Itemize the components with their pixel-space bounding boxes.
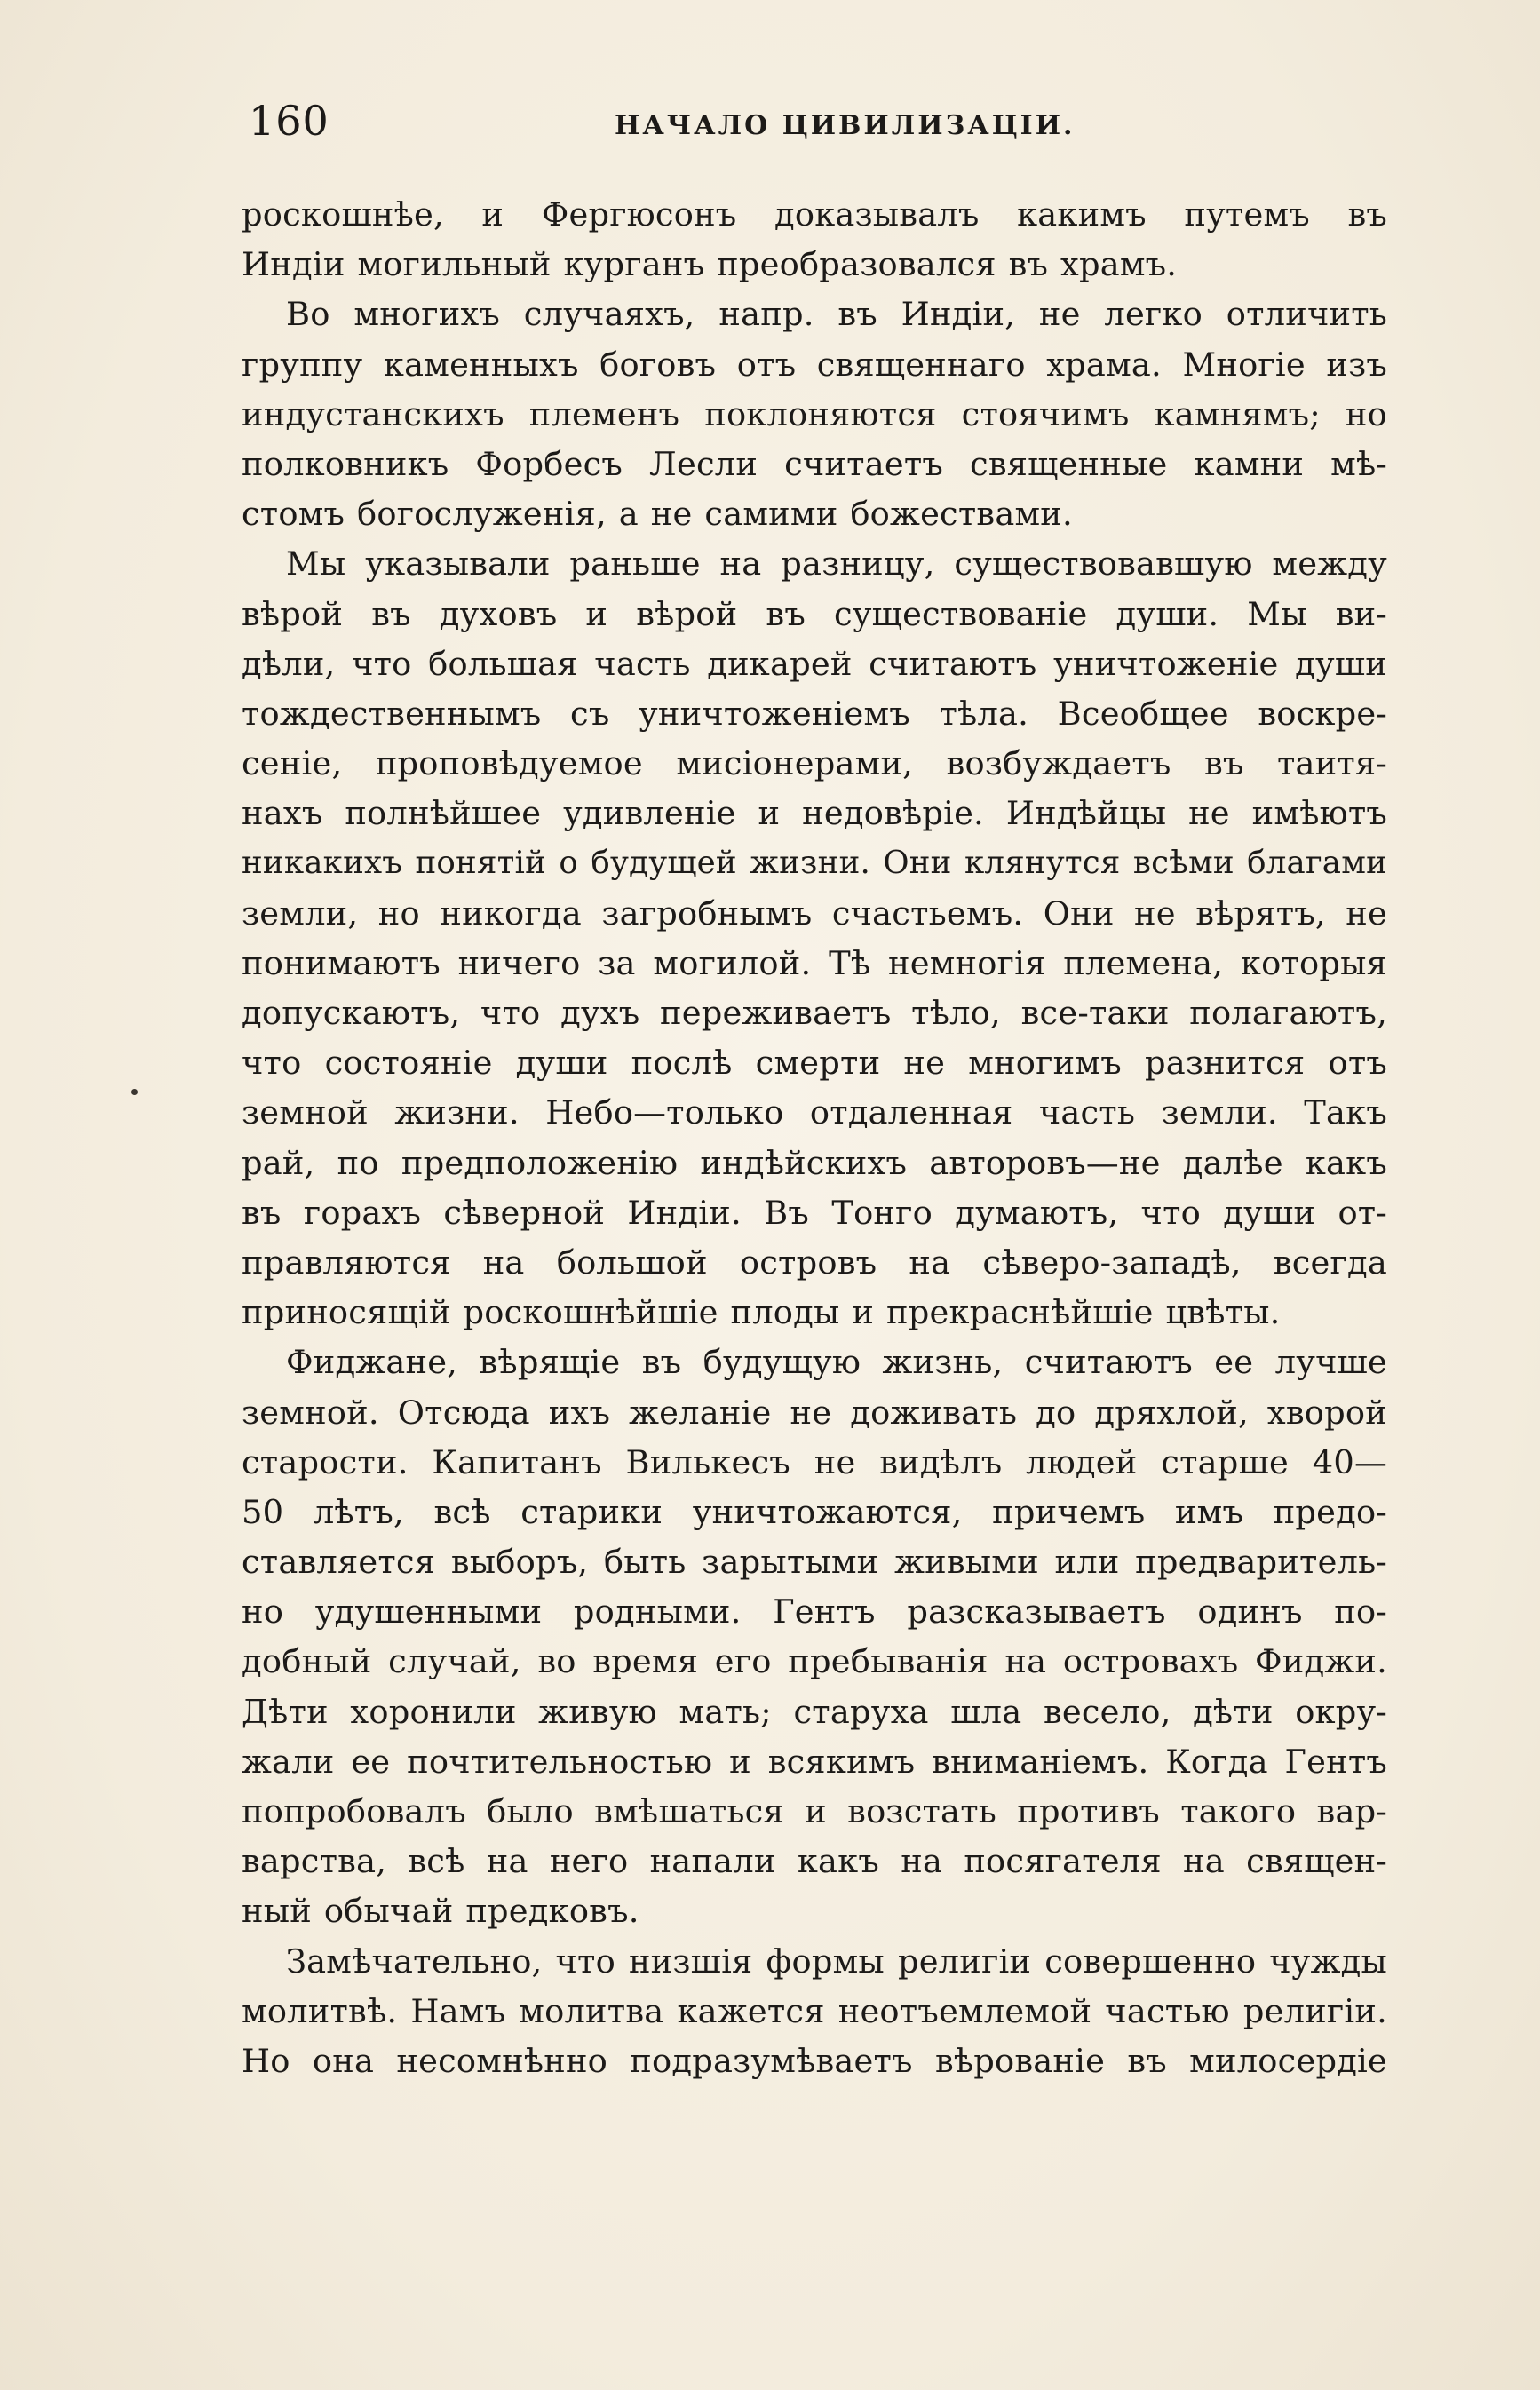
text-line: земной жизни. Небо—только отдаленная часть земли. Такъ xyxy=(242,1093,1387,1132)
text-line: индустанскихъ племенъ поклоняются стоячимъ камнямъ; но xyxy=(242,394,1387,433)
text-line: нахъ полнѣйшее удивленіе и недовѣріе. Индѣйцы не имѣютъ xyxy=(242,794,1387,833)
text-line: жали ее почтительностью и всякимъ вниманіемъ. Когда Гентъ xyxy=(242,1742,1387,1781)
text-line: земной. Отсюда ихъ желаніе не доживать до дряхлой, хворой xyxy=(242,1393,1387,1432)
text-line: что состояніе души послѣ смерти не многимъ разнится отъ xyxy=(242,1044,1387,1083)
text-line: понимаютъ ничего за могилой. Тѣ немногія племена, которыя xyxy=(242,943,1387,982)
text-line: рай, по предположенію индѣйскихъ авторовъ—не далѣе какъ xyxy=(242,1143,1387,1182)
body-text xyxy=(242,190,1387,2086)
text-line: дѣли, что большая часть дикарей считаютъ уничтоженіе души xyxy=(242,644,1387,683)
text-line: приносящій роскошнѣйшіе плоды и прекраснѣйшіе цвѣты. xyxy=(242,1293,1281,1332)
text-line: ный обычай предковъ. xyxy=(242,1892,639,1931)
margin-speck xyxy=(131,1089,138,1095)
text-line: сеніе, проповѣдуемое мисіонерами, возбуждаетъ въ таитя- xyxy=(242,744,1387,783)
text-line: никакихъ понятій о будущей жизни. Они клянутся всѣми благами xyxy=(242,845,1387,882)
text-line: Фиджане, вѣрящіе въ будущую жизнь, считаютъ ее лучше xyxy=(286,1343,1387,1382)
text-line: добный случай, во время его пребыванія на островахъ Фиджи. xyxy=(242,1642,1387,1681)
text-line: но удушенными родными. Гентъ разсказываетъ одинъ по- xyxy=(242,1592,1387,1632)
text-line: тождественнымъ съ уничтоженіемъ тѣла. Всеобщее воскре- xyxy=(242,694,1387,733)
text-line: земли, но никогда загробнымъ счастьемъ. Они не вѣрятъ, не xyxy=(242,893,1387,933)
text-line: допускаютъ, что духъ переживаетъ тѣло, все-таки полагаютъ, xyxy=(242,994,1387,1032)
text-line: Дѣти хоронили живую мать; старуха шла весело, дѣти окру- xyxy=(242,1692,1387,1731)
text-line: группу каменныхъ боговъ отъ священнаго храма. Многіе изъ xyxy=(242,345,1387,384)
text-line: Во многихъ случаяхъ, напр. въ Индіи, не легко отличить xyxy=(286,295,1387,334)
text-line: Замѣчательно, что низшія формы религіи совершенно чужды xyxy=(286,1941,1387,1981)
text-line: вѣрой въ духовъ и вѣрой въ существованіе души. Мы ви- xyxy=(242,594,1387,633)
text-line: варства, всѣ на него напали какъ на посягателя на священ- xyxy=(242,1842,1387,1881)
page-number: 160 xyxy=(249,97,329,145)
text-line: ставляется выборъ, быть зарытыми живыми или предваритель- xyxy=(242,1543,1387,1582)
text-line: роскошнѣе, и Фергюсонъ доказывалъ какимъ путемъ въ xyxy=(242,195,1387,234)
text-line: правляются на большой островъ на сѣверо-западѣ, всегда xyxy=(242,1243,1387,1282)
text-line: молитвѣ. Намъ молитва кажется неотъемлемой частью религіи. xyxy=(242,1991,1387,2030)
text-line: Индіи могильный курганъ преобразовался въ храмъ. xyxy=(242,245,1178,284)
page-header xyxy=(242,96,1387,149)
text-line: въ горахъ сѣверной Индіи. Въ Тонго думаютъ, что души от- xyxy=(242,1193,1387,1232)
text-line: полковникъ Форбесъ Лесли считаетъ священные камни мѣ- xyxy=(242,444,1387,483)
text-line: 50 лѣтъ, всѣ старики уничтожаются, причемъ имъ предо- xyxy=(242,1492,1387,1531)
text-line: Мы указывали раньше на разницу, существовавшую между xyxy=(286,544,1387,584)
text-line: старости. Капитанъ Вилькесъ не видѣлъ людей старше 40— xyxy=(242,1442,1387,1481)
text-line: попробовалъ было вмѣшаться и возстать противъ такого вар- xyxy=(242,1792,1387,1830)
text-line: Но она несомнѣнно подразумѣваетъ вѣрованіе въ милосердіе xyxy=(242,2041,1387,2080)
text-line: стомъ богослуженія, а не самими божествами. xyxy=(242,495,1073,534)
running-head: НАЧАЛО ЦИВИЛИЗАЦІИ. xyxy=(615,110,1076,141)
